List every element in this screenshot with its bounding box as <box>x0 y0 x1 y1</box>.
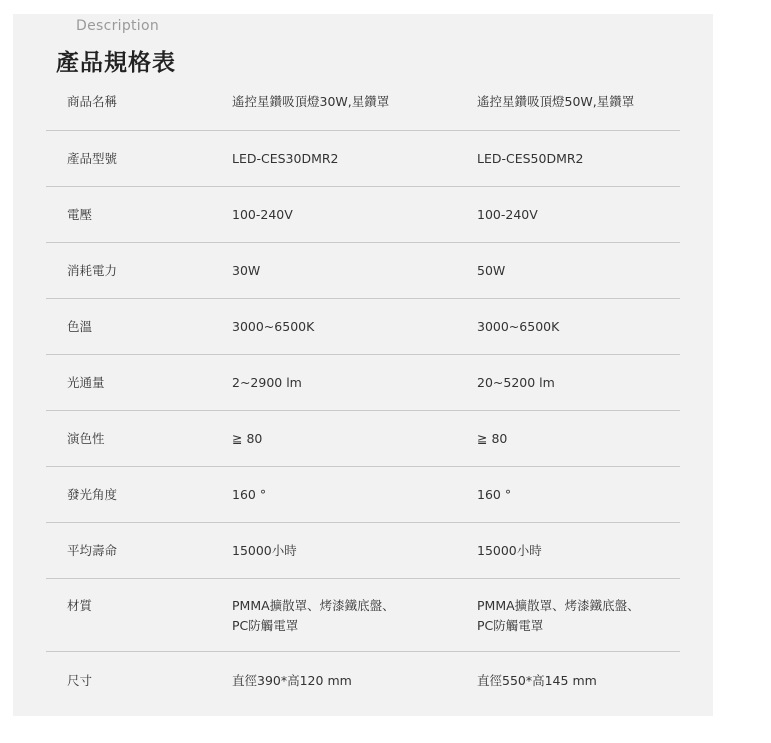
spec-value-model-b: 15000小時 <box>477 543 542 558</box>
spec-label: 色溫 <box>67 319 93 334</box>
spec-value-model-b: PMMA擴散罩、烤漆鐵底盤、 PC防觸電罩 <box>477 598 640 633</box>
spec-label: 平均壽命 <box>67 543 118 558</box>
table-row <box>46 355 680 411</box>
table-row <box>46 467 680 523</box>
description-label: Description <box>76 18 160 34</box>
spec-label: 材質 <box>67 598 93 613</box>
spec-value-model-b: ≧ 80 <box>477 431 508 446</box>
table-row <box>46 652 680 710</box>
spec-table <box>46 76 680 710</box>
spec-value-model-a: 160 ° <box>232 487 267 502</box>
spec-value-model-a: 遙控星鑽吸頂燈30W,星鑽罩 <box>232 94 390 109</box>
table-row <box>46 187 680 243</box>
spec-value-model-a: 2~2900 lm <box>232 375 302 390</box>
spec-value-model-a: 3000~6500K <box>232 319 315 334</box>
table-row <box>46 411 680 467</box>
table-row <box>46 131 680 187</box>
spec-value-model-b: 160 ° <box>477 487 512 502</box>
spec-value-model-b: LED-CES50DMR2 <box>477 151 584 166</box>
table-row <box>46 76 680 131</box>
spec-label: 演色性 <box>67 431 105 446</box>
spec-label: 商品名稱 <box>67 94 118 109</box>
table-row <box>46 299 680 355</box>
spec-value-model-a: 15000小時 <box>232 543 297 558</box>
spec-label: 尺寸 <box>67 673 93 688</box>
table-row <box>46 243 680 299</box>
spec-label: 發光角度 <box>67 487 118 502</box>
spec-label: 電壓 <box>67 207 93 222</box>
spec-value-model-b: 50W <box>477 263 506 278</box>
spec-value-model-a: ≧ 80 <box>232 431 263 446</box>
spec-value-model-a: 直徑390*高120 mm <box>232 673 352 688</box>
spec-value-model-a: LED-CES30DMR2 <box>232 151 339 166</box>
spec-value-model-a: 100-240V <box>232 207 293 222</box>
spec-value-model-b: 3000~6500K <box>477 319 560 334</box>
table-row <box>46 523 680 579</box>
spec-value-model-a: PMMA擴散罩、烤漆鐵底盤、 PC防觸電罩 <box>232 598 395 633</box>
spec-label: 消耗電力 <box>67 263 118 278</box>
spec-value-model-a: 30W <box>232 263 261 278</box>
page-title: 產品規格表 <box>56 50 176 76</box>
spec-value-model-b: 遙控星鑽吸頂燈50W,星鑽罩 <box>477 94 635 109</box>
spec-value-model-b: 直徑550*高145 mm <box>477 673 597 688</box>
table-row <box>46 579 680 652</box>
spec-value-model-b: 100-240V <box>477 207 538 222</box>
spec-label: 產品型號 <box>67 151 118 166</box>
spec-value-model-b: 20~5200 lm <box>477 375 555 390</box>
spec-label: 光通量 <box>67 375 105 390</box>
